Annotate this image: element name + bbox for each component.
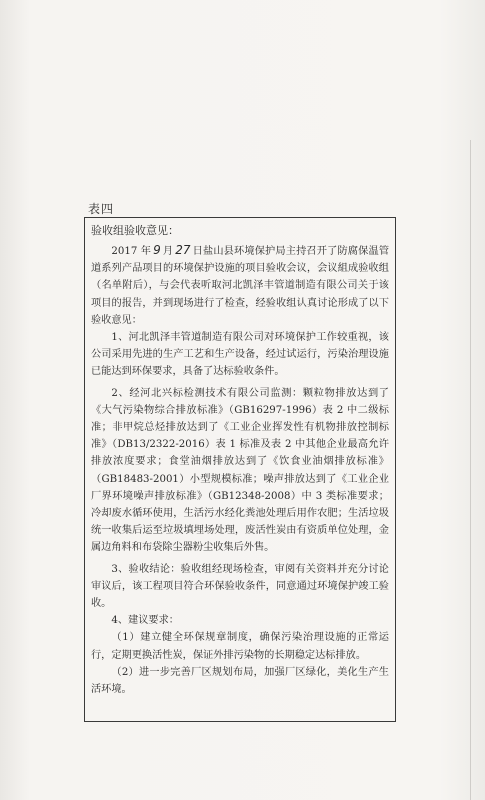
intro-paragraph	[91, 242, 389, 329]
acceptance-opinion-box	[84, 217, 396, 722]
intro-month-unit: 月	[162, 246, 174, 257]
item-4: 4、建议要求：	[111, 615, 179, 627]
item-4-2: （2）进一步完善厂区规划布局，加强厂区绿化，美化生产生活环境。	[91, 666, 389, 696]
intro-rest: 日盐山县环境保护局主持召开了防腐保温管道系列产品项目的环境保护设施的项目验收会议，会议組成验收组（名单附后），与会代表听取河北凯泽丰管道制造有限公司关于该项目的报告，并到现场进行了检查，经验收组认真讨论形成了以下验收意见：	[91, 246, 390, 326]
section-title: 验收组验收意见：	[91, 224, 179, 237]
handwritten-day: 27	[175, 243, 191, 257]
item-3: 3、验收结论：验收组经现场检查，审阅有关资料并充分讨论审议后，该工程项目符合环保验收条件，同意通过环境保护竣工验收。	[91, 563, 389, 610]
item-2: 2、经河北兴标检测技术有限公司监测：颗粒物排放达到了《大气污染物综合排放标准》（GB16297-1996）表 2 中二级标准；非甲烷总烃排放达到了《工业企业挥发性有机物排放控制标准》（DB13/2322-2016）表 1 标准及表 2 中其他企业最高允许排放浓度要求；食堂油烟排放达到了《饮食业油烟排放标准》（GB18483-2001）小型规模标准；噪声排放达到了《工业企业厂界环境噪声排放标准》（GB12348-2008）中 3 类标准要求；冷却废水循环使用，生活污水经化粪池处理后用作农肥；生活垃圾统一收集后运至垃圾填埋场处理，废活性炭由有资质单位处理，金属边角料和布袋除尘器粉尘收集后外售。	[91, 387, 389, 554]
page-edge-line	[470, 140, 471, 800]
table-label: 表四	[88, 202, 115, 216]
item-4-1: （1）建立健全环保规章制度，确保污染治理设施的正常运行，定期更换活性炭，保证外排污染物的长期稳定达标排放。	[91, 632, 389, 661]
item-1: 1、河北凯泽丰管道制造有限公司对环境保护工作较重视，该公司采用先进的生产工艺和生产设备，经过试运行，污染治理设施已能达到环保要求，具备了达标验收条件。	[91, 332, 389, 378]
intro-year: 2017 年	[111, 246, 152, 257]
handwritten-month: 9	[153, 243, 161, 257]
